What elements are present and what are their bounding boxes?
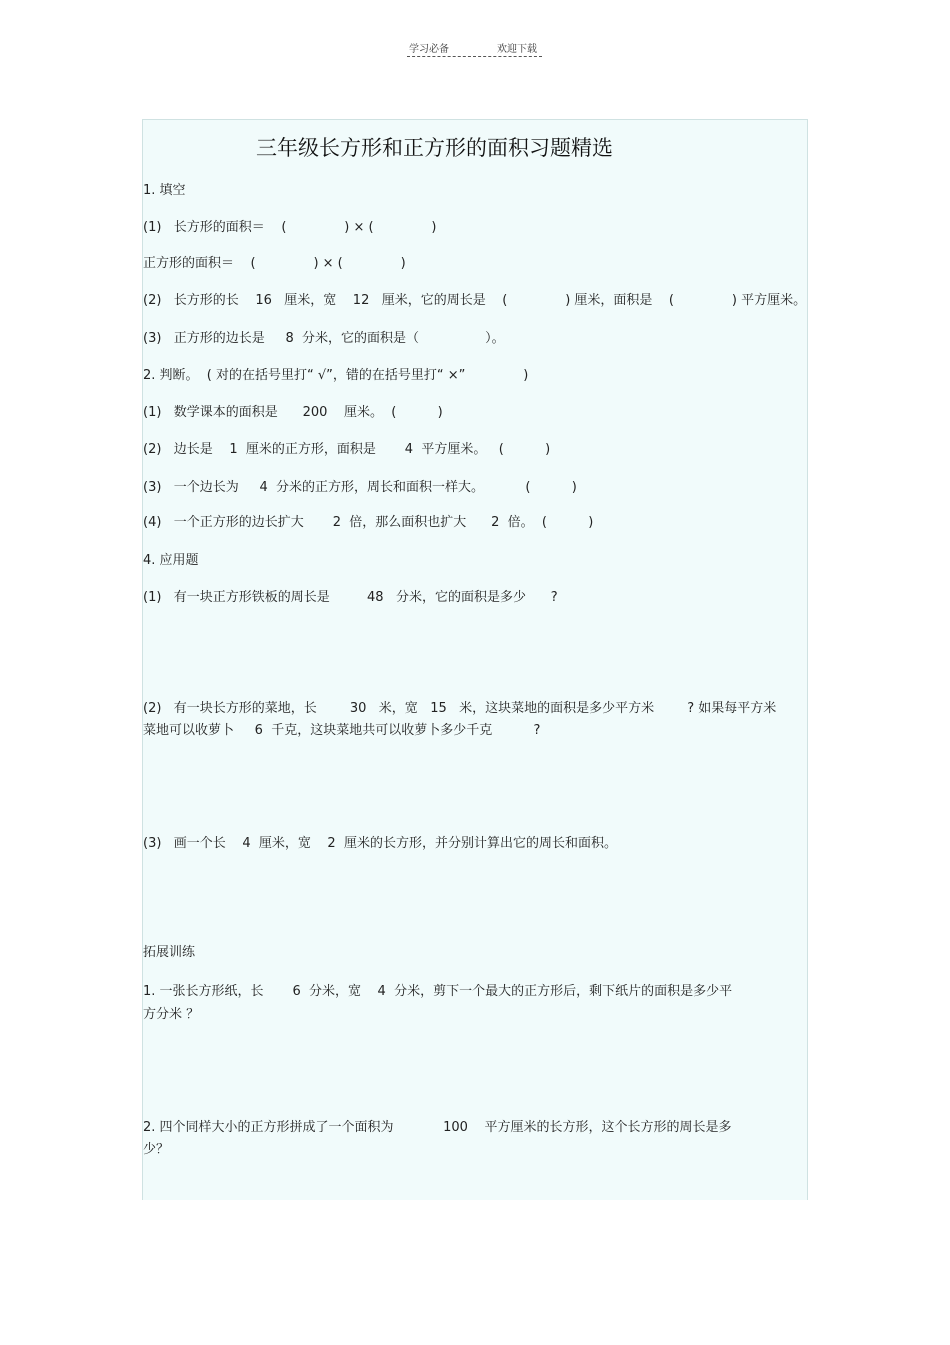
question-line: (1) 长方形的面积＝ ( ) × ( ) — [143, 220, 437, 235]
page-header — [407, 36, 542, 57]
question-line: (2) 边长是 1 厘米的正方形，面积是 4 平方厘米。 ( ) — [143, 442, 551, 457]
question-line: (2) 有一块长方形的菜地，长 30 米，宽 15 米，这块菜地的面积是多少平方米 ? 如果每平方米 — [143, 701, 777, 716]
question-line: (2) 长方形的长 16 厘米，宽 12 厘米，它的周长是 ( ) 厘米，面积是 ( ) 平方厘米。 — [143, 293, 807, 308]
header-right-text: 欢迎下载 — [497, 44, 537, 55]
content-panel — [142, 119, 808, 1200]
page-title: 三年级长方形和正方形的面积习题精选 — [256, 136, 613, 160]
question-line: 正方形的面积＝ ( ) × ( ) — [143, 256, 406, 271]
question-line: (1) 数学课本的面积是 200 厘米。 ( ) — [143, 405, 443, 420]
question-line: 少？ — [143, 1142, 170, 1157]
question-line: 2. 四个同样大小的正方形拼成了一个面积为 100 平方厘米的长方形，这个长方形的周长是多 — [143, 1120, 732, 1135]
section-judge-heading: 2. 判断。 ( 对的在括号里打“ √”，错的在括号里打“ ×” ) — [143, 368, 529, 383]
section-application-heading: 4. 应用题 — [143, 553, 199, 568]
question-line: (1) 有一块正方形铁板的周长是 48 分米，它的面积是多少 ? — [143, 590, 558, 605]
question-line: 菜地可以收萝卜 6 千克，这块菜地共可以收萝卜多少千克 ? — [143, 723, 541, 738]
question-line: (3) 正方形的边长是 8 分米，它的面积是（ ）。 — [143, 331, 505, 346]
question-line: (3) 一个边长为 4 分米的正方形，周长和面积一样大。 ( ) — [143, 480, 577, 495]
question-line: 1. 一张长方形纸，长 6 分米，宽 4 分米，剪下一个最大的正方形后，剩下纸片的面积是多少平 — [143, 984, 733, 999]
question-line: (3) 画一个长 4 厘米，宽 2 厘米的长方形，并分别计算出它的周长和面积。 — [143, 836, 617, 851]
header-left-text: 学习必备 — [409, 44, 449, 55]
section-extension-heading: 拓展训练 — [143, 945, 196, 960]
question-line: 方分米 ？ — [143, 1007, 200, 1022]
section-fill-heading: 1. 填空 — [143, 183, 186, 198]
question-line: (4) 一个正方形的边长扩大 2 倍，那么面积也扩大 2 倍。 ( ) — [143, 515, 594, 530]
